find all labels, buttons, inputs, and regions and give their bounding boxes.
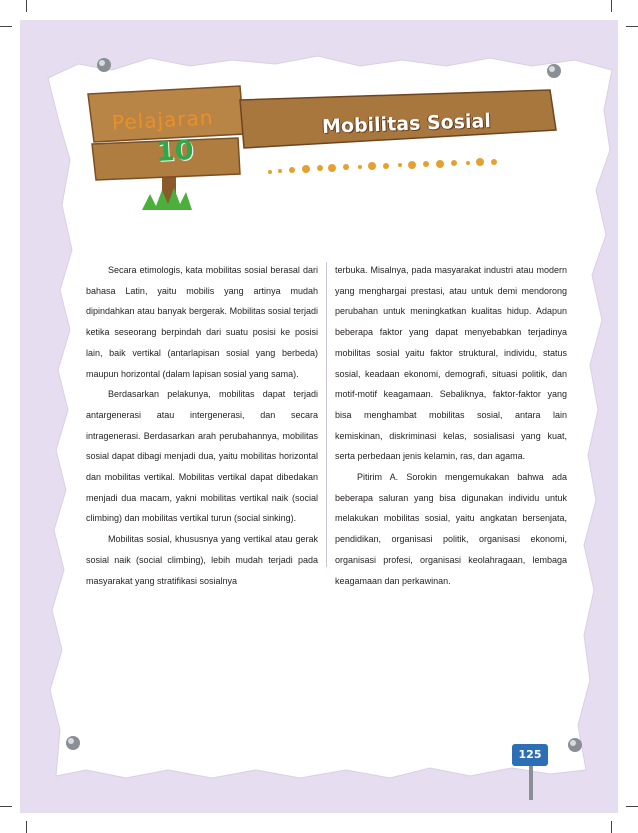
column-divider (326, 262, 327, 567)
push-pin-icon (566, 736, 584, 754)
push-pin-icon (95, 56, 113, 74)
wooden-sign-icon (80, 82, 560, 222)
dotted-trail-icon (268, 158, 497, 174)
right-column (335, 260, 567, 591)
page-title: Mobilitas Sosial (321, 110, 492, 138)
push-pin-icon (545, 62, 563, 80)
paragraph: Secara etimologis, kata mobilitas sosial berasal dari bahasa Latin, yaitu mobilis yang artinya mudah dipindahkan atau banyak bergerak. Mobilitas sosial terjadi ketika seseorang berpindah dari suatu posisi ke posisi lain, baik vertikal (antarlapisan sosial yang berbeda) maupun horizontal (dalam lapisan sosial yang sama). (86, 265, 318, 379)
page-number: 125 (512, 744, 548, 766)
left-column (86, 260, 318, 591)
push-pin-icon (64, 734, 82, 752)
lesson-label: Pelajaran (111, 105, 214, 135)
paragraph: terbuka. Misalnya, pada masyarakat industri atau modern yang menghargai prestasi, atau untuk demi mendorong perubahan untuk meningkatkan kualitas hidup. Adapun beberapa faktor yang dapat menyebabkan terjadinya mobilitas sosial yaitu faktor struktural, individu, status sosial, keadaan ekonomi, demografi, situasi politik, dan motif-motif keagamaan. Sebaliknya, faktor-faktor yang bisa menghambat mobilitas sosial, antara lain kemiskinan, diskriminasi kelas, sosialisasi yang kuat, serta perbedaan jenis kelamin, ras, dan agama. (335, 265, 567, 462)
paragraph: Pitirim A. Sorokin mengemukakan bahwa ada beberapa saluran yang bisa digunakan individu untuk melakukan mobilitas sosial, yaitu angkatan bersenjata, pendidikan, organisasi politik, organisasi ekonomi, organisasi profesi, organisasi keolahragaan, lembaga keagamaan dan perkawinan. (335, 472, 567, 586)
paragraph: Mobilitas sosial, khususnya yang vertikal atau gerak sosial naik (social climbing), lebih mudah terjadi pada masyarakat yang stratifikasi sosialnya (86, 534, 318, 586)
page-post-icon (526, 766, 536, 806)
lesson-number: 10 (155, 135, 195, 168)
paragraph: Berdasarkan pelakunya, mobilitas dapat terjadi antargenerasi atau intergenerasi, dan secara intragenerasi. Berdasarkan arah perubahannya, mobilitas sosial dapat dibagi menjadi dua, yaitu mobilitas horizontal dan mobilitas vertikal. Mobilitas vertikal dapat dibedakan menjadi dua macam, yakni mobilitas vertikal naik (social climbing) dan mobilitas vertikal turun (social sinking). (86, 389, 318, 524)
